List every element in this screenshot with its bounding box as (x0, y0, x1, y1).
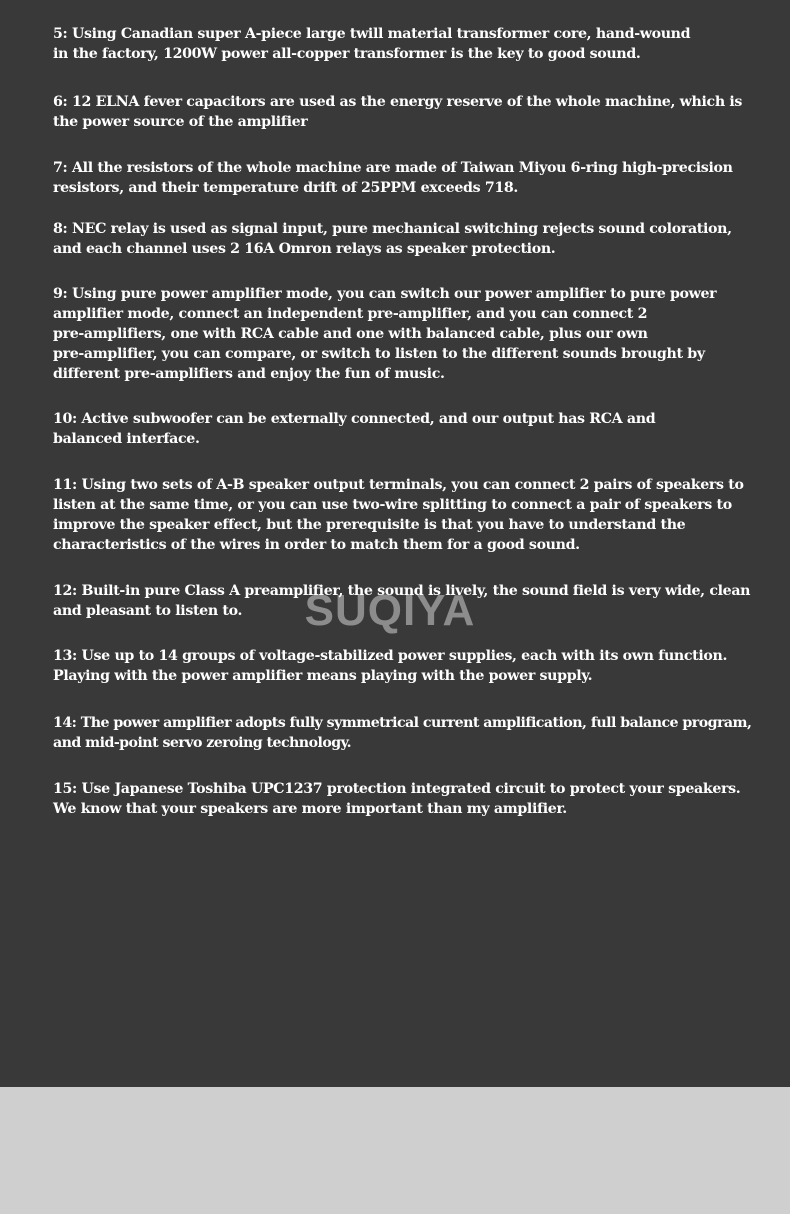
feature-line: 12: Built-in pure Class A preamplifier, the sound is lively, the sound field is very wide, clean (53, 583, 751, 599)
feature-line: and mid-point servo zeroing technology. (53, 735, 352, 751)
feature-11 (53, 475, 753, 555)
feature-14 (53, 713, 753, 753)
feature-15 (53, 779, 753, 819)
feature-line: the power source of the amplifier (53, 114, 308, 130)
feature-10 (53, 409, 753, 449)
feature-line: resistors, and their temperature drift of 25PPM exceeds 718. (53, 180, 518, 196)
feature-line: improve the speaker effect, but the prerequisite is that you have to understand the (53, 517, 686, 533)
feature-line: pre-amplifiers, one with RCA cable and one with balanced cable, plus our own (53, 326, 648, 342)
feature-line: 11: Using two sets of A-B speaker output terminals, you can connect 2 pairs of speakers to (53, 477, 744, 493)
feature-line: 14: The power amplifier adopts fully symmetrical current amplification, full balance program, (53, 715, 752, 731)
feature-line: Playing with the power amplifier means playing with the power supply. (53, 668, 593, 684)
brand-watermark: SUQIYA (304, 586, 476, 635)
feature-line: 8: NEC relay is used as signal input, pure mechanical switching rejects sound coloration, (53, 221, 732, 237)
feature-line: characteristics of the wires in order to match them for a good sound. (53, 537, 580, 553)
feature-line: 13: Use up to 14 groups of voltage-stabilized power supplies, each with its own function. (53, 648, 728, 664)
feature-line: 6: 12 ELNA fever capacitors are used as the energy reserve of the whole machine, which is (53, 94, 743, 110)
feature-line: 15: Use Japanese Toshiba UPC1237 protection integrated circuit to protect your speakers. (53, 781, 741, 797)
feature-line: pre-amplifier, you can compare, or switch to listen to the different sounds brought by (53, 346, 705, 362)
feature-13 (53, 646, 753, 686)
feature-line: listen at the same time, or you can use two-wire splitting to connect a pair of speakers to (53, 497, 732, 513)
feature-line: We know that your speakers are more important than my amplifier. (53, 801, 567, 817)
feature-8 (53, 219, 753, 259)
feature-line: and each channel uses 2 16A Omron relays as speaker protection. (53, 241, 556, 257)
feature-line: and pleasant to listen to. (53, 603, 243, 619)
feature-5 (53, 24, 753, 64)
feature-6 (53, 92, 753, 132)
feature-line: 7: All the resistors of the whole machine are made of Taiwan Miyou 6-ring high-precision (53, 160, 733, 176)
feature-line: different pre-amplifiers and enjoy the fun of music. (53, 366, 445, 382)
feature-9 (53, 284, 753, 384)
feature-line: 5: Using Canadian super A-piece large twill material transformer core, hand-wound (53, 26, 691, 42)
feature-line: balanced interface. (53, 431, 200, 447)
feature-line: amplifier mode, connect an independent pre-amplifier, and you can connect 2 (53, 306, 648, 322)
feature-12 (53, 581, 753, 621)
feature-line: in the factory, 1200W power all-copper transformer is the key to good sound. (53, 46, 641, 62)
feature-7 (53, 158, 753, 198)
light-background-panel (0, 1087, 790, 1214)
feature-line: 10: Active subwoofer can be externally connected, and our output has RCA and (53, 411, 656, 427)
feature-line: 9: Using pure power amplifier mode, you can switch our power amplifier to pure power (53, 286, 717, 302)
